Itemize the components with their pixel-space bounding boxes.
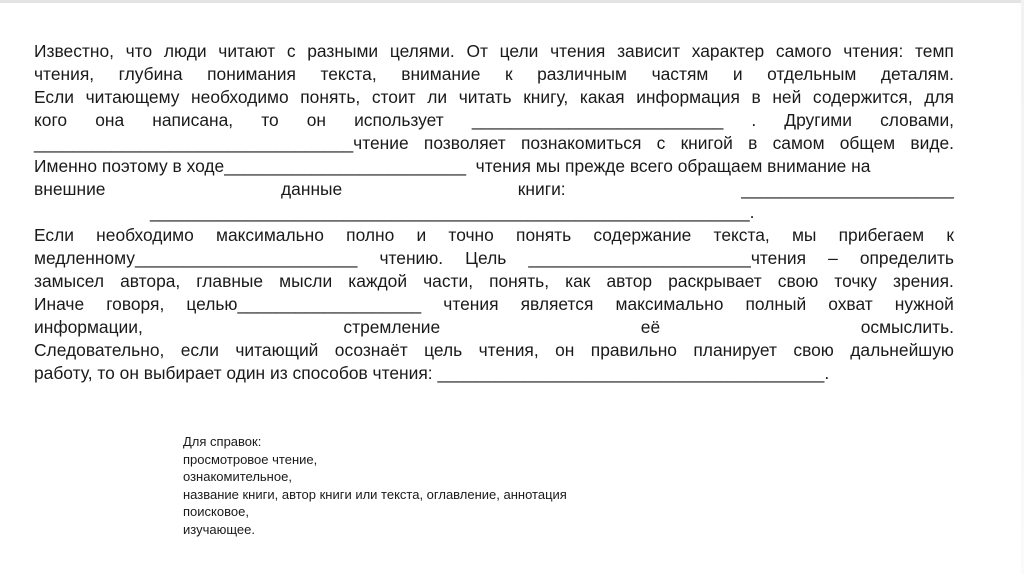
word: если [180,340,219,360]
word: книги: [517,179,566,199]
word: точку [834,271,877,291]
word: стремление [343,317,441,337]
word: прибегаем [838,225,925,245]
word: осознаёт [334,340,408,360]
word: текста, [320,64,377,84]
word: понять, [489,271,550,291]
word: и [416,225,427,245]
word: читающий [235,340,319,360]
word: различным [537,64,628,84]
text-line [34,339,954,362]
text-line [34,224,954,247]
word: внешние [34,179,106,199]
word: Другими [784,110,852,130]
text-line [34,293,954,316]
word: темп [915,41,954,61]
word: познакомиться [520,133,642,153]
text-line [34,86,954,109]
word: свою [777,271,819,291]
word: полный [745,294,807,314]
word: планирует [693,340,777,360]
word: свою [793,340,834,360]
word: то [261,110,279,130]
word: полно [346,225,395,245]
text-line [34,155,954,178]
word: книгой [680,133,733,153]
word: правильно [590,340,677,360]
word: к [504,64,513,84]
word: деталям. [880,64,954,84]
word: внимание [401,64,481,84]
word: говоря, [106,294,165,314]
word: текста, [713,225,770,245]
word: раскрывает [668,271,762,291]
word: От [466,41,488,61]
word: понять [516,225,572,245]
word: читающему [85,87,180,107]
word: с [286,41,296,61]
word: __________________________ [471,110,724,130]
reference-item: название книги, автор книги или текста, оглавление, аннотация [183,486,567,502]
word: максимально [216,225,324,245]
word: ли [427,87,448,107]
word: самого [775,41,832,61]
reference-title: Для справок: [183,434,262,449]
word: к [946,225,954,245]
word: цели [499,41,539,61]
word: медленному_______________________ [34,248,358,268]
word: с [656,133,666,153]
word: в [748,133,758,153]
word: общем [839,133,896,153]
word: необходимо [96,225,194,245]
word: характер [691,41,765,61]
word: дальнейшую [850,340,954,360]
word: информация [636,87,740,107]
word: _________________________________чтение [34,133,409,153]
word: глубина [118,64,183,84]
word: данные [281,179,343,199]
word: чтения, [34,64,95,84]
text-line [34,40,954,63]
word: Если [34,225,74,245]
word: понимания [207,64,296,84]
word: словами, [880,110,954,130]
word: виде. [910,133,954,153]
word: мысли [279,271,333,291]
word: она [95,110,125,130]
word: замысел [34,271,105,291]
reference-item: изучающее. [183,521,255,537]
word: зрения. [892,271,954,291]
text-line [34,247,954,270]
word: автор [606,271,653,291]
text-line [34,270,954,293]
word: Известно, [34,41,114,61]
word: необходимо [191,87,289,107]
word: точно [448,225,494,245]
line-text: ______________________________________________________________. [34,202,755,222]
reference-block [183,433,567,538]
word: мы [791,225,817,245]
word: содержание [593,225,692,245]
word: охват [828,294,873,314]
word: Цель [465,248,507,268]
text-line [34,316,954,339]
word: определить [859,248,954,268]
word: самом [772,133,825,153]
word: он [555,340,575,360]
word: чтения [550,41,606,61]
word: максимально [615,294,724,314]
word: написана, [152,110,234,130]
word: автора, [120,271,181,291]
word: понять, [300,87,361,107]
word: ней [772,87,802,107]
word: чтения, [478,340,539,360]
word: информации, [34,317,143,337]
word: каждой [348,271,408,291]
text-line [34,132,954,155]
text-line [34,63,954,86]
word: осмыслить. [860,317,954,337]
word: Если [34,87,74,107]
word: цель [424,340,463,360]
word: использует [354,110,444,130]
word: в [751,87,761,107]
word: отдельным [767,64,857,84]
word: – [828,248,838,268]
word: люди [163,41,207,61]
word: читать [458,87,512,107]
word: целями. [389,41,455,61]
word: книгу, [523,87,569,107]
word: Иначе [34,294,85,314]
line-text: Именно поэтому в ходе_________________________ чтения мы прежде всего обращаем внимание на [34,156,871,176]
word: стоит [371,87,416,107]
word: частям [651,64,709,84]
reference-item: поисковое, [183,504,249,519]
top-rule [0,0,1024,3]
text-line [34,109,954,132]
main-text-block [34,40,954,385]
word: чтению. [379,248,444,268]
word: какая [579,87,625,107]
word: главные [196,271,264,291]
text-line [34,178,954,201]
word: он [306,110,326,130]
word: зависит [617,41,681,61]
word: что [125,41,153,61]
text-line [34,201,954,224]
line-text: работу, то он выбирает один из способов чтения: ________________________________________. [34,363,830,383]
word: её [640,317,661,337]
word: содержится, [812,87,913,107]
word: кого [34,110,68,130]
text-line [34,362,954,385]
word: _______________________чтения [528,248,807,268]
word: разными [307,41,379,61]
word: нужной [894,294,954,314]
word: позволяет [423,133,506,153]
word: . [751,110,757,130]
reference-item: просмотровое чтение, [183,451,318,467]
word: Следовательно, [34,340,165,360]
word: целью___________________ [186,294,422,314]
word: чтения [443,294,499,314]
word: ______________________ [741,179,954,199]
word: части, [423,271,474,291]
word: как [565,271,591,291]
word: является [520,294,594,314]
word: читают [218,41,276,61]
word: для [924,87,954,107]
word: и [732,64,743,84]
reference-item: ознакомительное, [183,469,292,484]
word: чтения: [843,41,904,61]
